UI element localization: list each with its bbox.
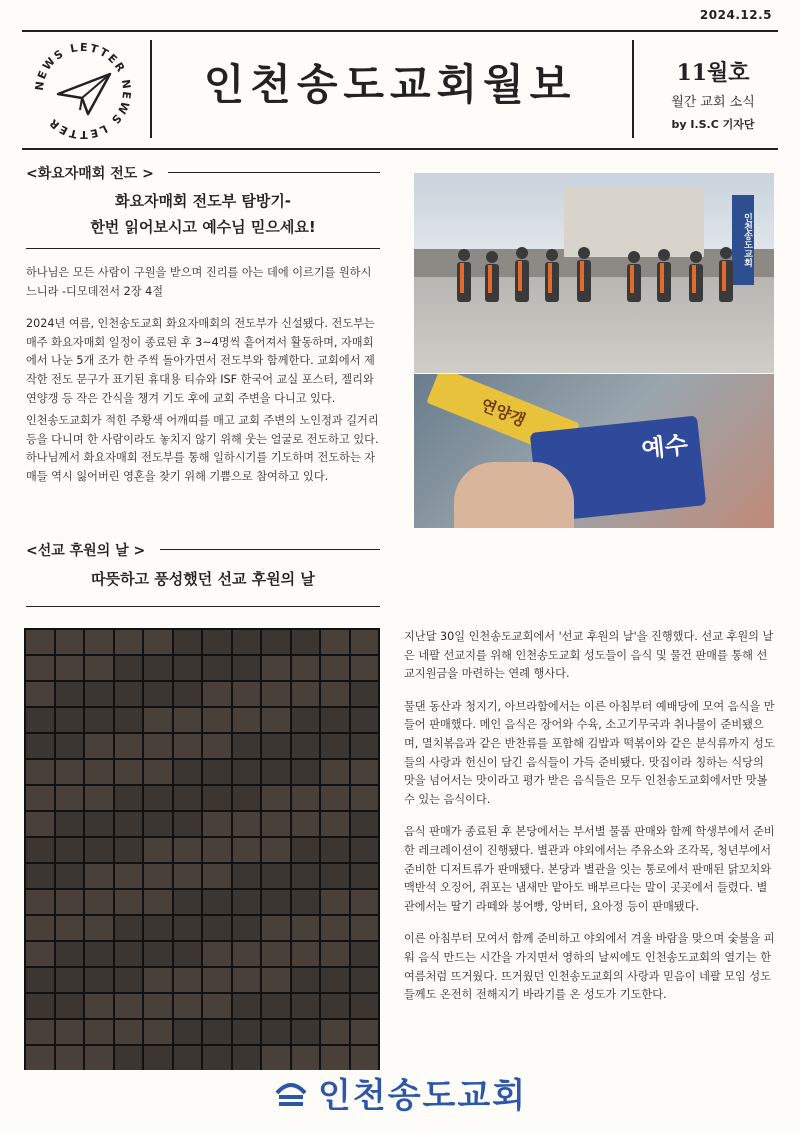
collage-photo — [144, 656, 172, 680]
collage-photo — [174, 864, 202, 888]
collage-photo — [174, 734, 202, 758]
collage-photo — [292, 656, 320, 680]
masthead-top-rule — [22, 30, 778, 32]
collage-photo — [26, 656, 54, 680]
collage-photo — [85, 1020, 113, 1044]
collage-photo — [115, 708, 143, 732]
collage-photo — [115, 1020, 143, 1044]
collage-photo — [233, 1046, 261, 1070]
collage-photo — [85, 864, 113, 888]
collage-photo — [203, 890, 231, 914]
collage-photo — [321, 734, 349, 758]
issue-info — [648, 56, 778, 132]
collage-photo — [321, 890, 349, 914]
collage-photo — [203, 682, 231, 706]
collage-photo — [56, 734, 84, 758]
collage-photo — [351, 942, 379, 966]
collage-photo — [115, 760, 143, 784]
collage-photo — [262, 838, 290, 862]
collage-photo — [321, 994, 349, 1018]
collage-photo — [26, 864, 54, 888]
article2-para4: 이른 아침부터 모여서 함께 준비하고 야외에서 겨울 바람을 맞으며 숯불을 피워 음식 만드는 시간을 가지면서 영하의 날씨에도 인천송도교회의 열기는 한여름처럼 뜨거웠다. 뜨거웠던 인천송도교회의 사랑과 믿음이 네팔 모임 성도들께도 온전히 전해지기 바라기를 온 성도가 기도한다. — [404, 932, 775, 1002]
article1-headline-line2: 한번 읽어보시고 예수님 믿으세요! — [90, 218, 316, 236]
collage-photo — [262, 1046, 290, 1070]
collage-photo — [85, 994, 113, 1018]
collage-photo — [26, 916, 54, 940]
collage-photo — [351, 864, 379, 888]
tissue-pack: 예수 — [530, 415, 706, 522]
collage-photo — [292, 942, 320, 966]
collage-photo — [115, 1046, 143, 1070]
collage-photo — [203, 760, 231, 784]
collage-photo — [203, 1020, 231, 1044]
footer-church-logo — [0, 1068, 800, 1117]
collage-photo — [85, 838, 113, 862]
collage-photo — [203, 734, 231, 758]
issue-date: 2024.12.5 — [699, 8, 772, 22]
collage-photo — [144, 994, 172, 1018]
collage-photo — [174, 1046, 202, 1070]
collage-photo — [203, 968, 231, 992]
collage-photo — [233, 968, 261, 992]
svg-text:NEWS LETTER NEWS LETTER — [33, 41, 134, 141]
collage-photo — [56, 942, 84, 966]
collage-photo — [233, 630, 261, 654]
collage-photo — [144, 942, 172, 966]
collage-photo — [351, 968, 379, 992]
collage-photo — [292, 890, 320, 914]
collage-photo — [292, 760, 320, 784]
collage-photo — [351, 682, 379, 706]
collage-photo — [321, 864, 349, 888]
article2-para2: 물댄 동산과 청지기, 아브라함에서는 이른 아침부터 예배당에 모여 음식을 만들어 판매했다. 메인 음식은 장어와 수육, 소고기무국과 취나물이 준비됐으며, 멸치볶음과 같은 반찬류를 포함해 김밥과 떡볶이와 같은 분식류까지 성도들의 사랑과 헌신이 담긴 음식들이 가득 준비됐다. 맛집이라 칭하는 식당의 맛을 넘어서는 맛이라고 평가 받은 음식들은 모두 인천송도교회에서만 맛볼 수 있는 음식이다. — [404, 699, 775, 806]
collage-photo — [203, 942, 231, 966]
collage-photo — [115, 864, 143, 888]
collage-photo — [174, 760, 202, 784]
collage-photo — [351, 656, 379, 680]
collage-photo — [203, 864, 231, 888]
collage-photo — [203, 786, 231, 810]
collage-photo — [115, 942, 143, 966]
collage-photo — [144, 682, 172, 706]
collage-photo — [262, 890, 290, 914]
collage-photo — [262, 708, 290, 732]
collage-photo — [262, 760, 290, 784]
collage-photo — [56, 812, 84, 836]
collage-photo — [292, 734, 320, 758]
collage-photo — [174, 994, 202, 1018]
article2-para3: 음식 판매가 종료된 후 본당에서는 부서별 물품 판매와 함께 학생부에서 준비한 레크레이션이 진행됐다. 별관과 야외에서는 주유소와 조각목, 청년부에서 준비한 디저트류가 판매됐다. 본당과 별관을 잇는 통로에서 판매된 닭꼬치와 맥반석 오징어, 쥐포는 냄새만 맡아도 배부르다는 말이 곳곳에서 들렸다. 별관에서는 딸기 라떼와 붕어빵, 앙버터, 요아정 등이 판매됐다. — [404, 825, 775, 913]
collage-photo — [85, 1046, 113, 1070]
issue-byline: by I.S.C 기자단 — [671, 118, 755, 131]
collage-photo — [144, 916, 172, 940]
collage-photo — [115, 812, 143, 836]
masthead-bottom-rule — [22, 148, 778, 150]
collage-photo — [321, 656, 349, 680]
collage-photo — [262, 682, 290, 706]
collage-photo — [26, 968, 54, 992]
collage-photo — [115, 786, 143, 810]
collage-photo — [351, 916, 379, 940]
collage-photo — [262, 734, 290, 758]
collage-photo — [85, 682, 113, 706]
collage-photo — [144, 968, 172, 992]
collage-photo — [321, 630, 349, 654]
collage-photo — [203, 994, 231, 1018]
collage-photo — [321, 1020, 349, 1044]
collage-photo — [233, 864, 261, 888]
collage-photo — [115, 838, 143, 862]
collage-photo — [203, 630, 231, 654]
collage-photo — [26, 890, 54, 914]
article2-para1: 지난달 30일 인천송도교회에서 '선교 후원의 날'을 진행했다. 선교 후원의 날은 네팔 선교지를 위해 인천송도교회 성도들이 음식 및 물건 판매를 통해 선교지원금을 마련하는 연례 행사다. — [404, 630, 774, 681]
collage-photo — [262, 1020, 290, 1044]
collage-photo — [292, 1046, 320, 1070]
article2-tag: <선교 후원의 날 > — [26, 543, 146, 559]
snack-bar: 연양갱 — [426, 374, 579, 459]
collage-photo — [85, 942, 113, 966]
collage-photo — [292, 994, 320, 1018]
article1-verse: 하나님은 모든 사람이 구원을 받으며 진리를 아는 데에 이르기를 원하시느니라 -디모데전서 2장 4절 — [26, 266, 372, 298]
collage-photo — [351, 760, 379, 784]
article1-photo-snack — [414, 374, 774, 528]
newsletter-logo — [28, 36, 138, 146]
collage-photo — [56, 864, 84, 888]
collage-photo — [85, 968, 113, 992]
collage-photo — [351, 708, 379, 732]
collage-photo — [321, 916, 349, 940]
masthead-title: 인천송도교회월보 — [203, 60, 577, 109]
collage-photo — [85, 786, 113, 810]
article1-headline — [26, 188, 380, 240]
collage-photo — [144, 708, 172, 732]
collage-photo — [26, 682, 54, 706]
collage-photo — [351, 734, 379, 758]
hand — [454, 462, 574, 528]
collage-photo — [56, 1020, 84, 1044]
collage-photo — [174, 1020, 202, 1044]
collage-photo — [351, 630, 379, 654]
article1-body — [26, 264, 380, 501]
article1-headline-rule — [26, 248, 380, 249]
people-group — [444, 245, 744, 335]
collage-photo — [115, 968, 143, 992]
collage-photo — [115, 994, 143, 1018]
collage-photo — [321, 708, 349, 732]
collage-photo — [115, 916, 143, 940]
article2-headline-rule — [26, 606, 380, 607]
collage-photo — [321, 968, 349, 992]
collage-photo — [26, 630, 54, 654]
collage-photo — [292, 786, 320, 810]
collage-photo — [203, 656, 231, 680]
collage-photo — [56, 838, 84, 862]
collage-photo — [85, 734, 113, 758]
collage-photo — [321, 760, 349, 784]
collage-photo — [203, 838, 231, 862]
collage-photo — [233, 890, 261, 914]
collage-photo — [26, 734, 54, 758]
collage-photo — [292, 682, 320, 706]
collage-photo — [351, 1046, 379, 1070]
collage-photo — [262, 942, 290, 966]
collage-photo — [174, 968, 202, 992]
collage-photo — [203, 708, 231, 732]
collage-photo — [174, 916, 202, 940]
logo-ring-text: NEWS LETTER NEWS LETTER — [32, 40, 134, 142]
collage-photo — [233, 916, 261, 940]
collage-photo — [233, 708, 261, 732]
collage-photo — [292, 864, 320, 888]
mission-day-photo-collage — [24, 628, 380, 1070]
collage-photo — [85, 760, 113, 784]
collage-photo — [26, 812, 54, 836]
collage-photo — [262, 786, 290, 810]
collage-photo — [85, 656, 113, 680]
article2-body — [404, 628, 776, 1019]
article1-para2: 인천송도교회가 적힌 주황색 어깨띠를 매고 교회 주변의 노인정과 길거리 등을 다니며 한 사람이라도 놓치지 않기 위해 웃는 얼굴로 전도하고 있다. 하나님께서 화요자매회 전도부를 통해 일하시기를 기도하며 전도하는 자매들 역시 잃어버린 영혼을 찾기 위해 기쁨으로 참여하고 있다. — [26, 414, 379, 483]
collage-photo — [174, 812, 202, 836]
collage-photo — [56, 890, 84, 914]
footer-church-name: 인천송도교회 — [318, 1076, 528, 1116]
collage-photo — [26, 838, 54, 862]
article1-photo-group — [414, 173, 774, 373]
collage-photo — [85, 916, 113, 940]
collage-photo — [351, 994, 379, 1018]
collage-photo — [321, 838, 349, 862]
collage-photo — [144, 630, 172, 654]
collage-photo — [292, 630, 320, 654]
collage-photo — [262, 916, 290, 940]
article1-headline-line1: 화요자매회 전도부 탐방기- — [114, 192, 292, 210]
collage-photo — [85, 890, 113, 914]
collage-photo — [56, 760, 84, 784]
collage-photo — [174, 708, 202, 732]
collage-photo — [233, 682, 261, 706]
masthead-divider-right — [632, 40, 634, 138]
collage-photo — [85, 812, 113, 836]
collage-photo — [56, 968, 84, 992]
collage-photo — [115, 656, 143, 680]
collage-photo — [56, 916, 84, 940]
collage-photo — [203, 812, 231, 836]
collage-photo — [262, 994, 290, 1018]
collage-photo — [144, 1046, 172, 1070]
article1-tag: <화요자매회 전도 > — [26, 166, 154, 182]
collage-photo — [292, 916, 320, 940]
article1-tag-rule — [168, 172, 380, 173]
collage-photo — [144, 864, 172, 888]
collage-photo — [233, 786, 261, 810]
collage-photo — [26, 942, 54, 966]
collage-photo — [174, 656, 202, 680]
collage-photo — [321, 942, 349, 966]
article1-para1: 2024년 여름, 인천송도교회 화요자매회의 전도부가 신설됐다. 전도부는 매주 화요자매회 일정이 종료된 후 3~4명씩 흩어져서 활동하며, 자매회에서 나눈 5개 조가 한 주씩 돌아가면서 전도부와 함께한다. 교회에서 제작한 전도 문구가 표기된 휴대용 티슈와 ISF 한국어 교실 포스터, 젤리와 연양갱 등 작은 간식을 챙겨 기도 후에 교회 주변을 다니고 있다. — [26, 317, 375, 405]
paper-plane-icon — [28, 36, 138, 146]
collage-photo — [26, 708, 54, 732]
church-emblem-icon — [273, 1075, 309, 1111]
collage-photo — [233, 1020, 261, 1044]
collage-photo — [351, 838, 379, 862]
collage-photo — [174, 682, 202, 706]
collage-photo — [85, 630, 113, 654]
collage-photo — [233, 942, 261, 966]
collage-photo — [174, 890, 202, 914]
collage-photo — [292, 812, 320, 836]
collage-photo — [203, 916, 231, 940]
issue-month: 11월호 — [676, 60, 750, 86]
collage-photo — [233, 734, 261, 758]
collage-photo — [262, 630, 290, 654]
collage-photo — [174, 630, 202, 654]
collage-photo — [292, 968, 320, 992]
collage-photo — [56, 630, 84, 654]
collage-photo — [174, 942, 202, 966]
collage-photo — [56, 682, 84, 706]
collage-photo — [144, 760, 172, 784]
collage-photo — [144, 1020, 172, 1044]
collage-photo — [321, 1046, 349, 1070]
collage-photo — [233, 994, 261, 1018]
collage-photo — [321, 812, 349, 836]
issue-subtitle: 월간 교회 소식 — [671, 95, 755, 110]
collage-photo — [56, 786, 84, 810]
collage-photo — [321, 786, 349, 810]
collage-photo — [262, 864, 290, 888]
collage-photo — [262, 812, 290, 836]
collage-photo — [115, 682, 143, 706]
collage-photo — [174, 786, 202, 810]
collage-photo — [203, 1046, 231, 1070]
masthead-divider-left — [150, 40, 152, 138]
collage-photo — [144, 812, 172, 836]
collage-photo — [144, 786, 172, 810]
collage-photo — [26, 1046, 54, 1070]
collage-photo — [292, 1020, 320, 1044]
collage-photo — [26, 994, 54, 1018]
collage-photo — [351, 812, 379, 836]
collage-photo — [144, 734, 172, 758]
collage-photo — [115, 734, 143, 758]
article2-tag-rule — [160, 549, 380, 550]
collage-photo — [262, 656, 290, 680]
collage-photo — [292, 708, 320, 732]
collage-photo — [292, 838, 320, 862]
collage-photo — [351, 786, 379, 810]
collage-photo — [174, 838, 202, 862]
collage-photo — [26, 1020, 54, 1044]
collage-photo — [233, 760, 261, 784]
collage-photo — [233, 812, 261, 836]
collage-photo — [115, 890, 143, 914]
article2-headline: 따뜻하고 풍성했던 선교 후원의 날 — [91, 570, 315, 588]
collage-photo — [115, 630, 143, 654]
collage-photo — [351, 890, 379, 914]
collage-photo — [144, 890, 172, 914]
collage-photo — [56, 994, 84, 1018]
collage-photo — [26, 786, 54, 810]
collage-photo — [262, 968, 290, 992]
collage-photo — [233, 656, 261, 680]
collage-photo — [56, 708, 84, 732]
collage-photo — [144, 838, 172, 862]
collage-photo — [85, 708, 113, 732]
collage-photo — [56, 656, 84, 680]
collage-photo — [321, 682, 349, 706]
collage-photo — [351, 1020, 379, 1044]
collage-photo — [56, 1046, 84, 1070]
church-sign: 인천송도교회 — [732, 195, 754, 285]
collage-photo — [233, 838, 261, 862]
collage-photo — [26, 760, 54, 784]
